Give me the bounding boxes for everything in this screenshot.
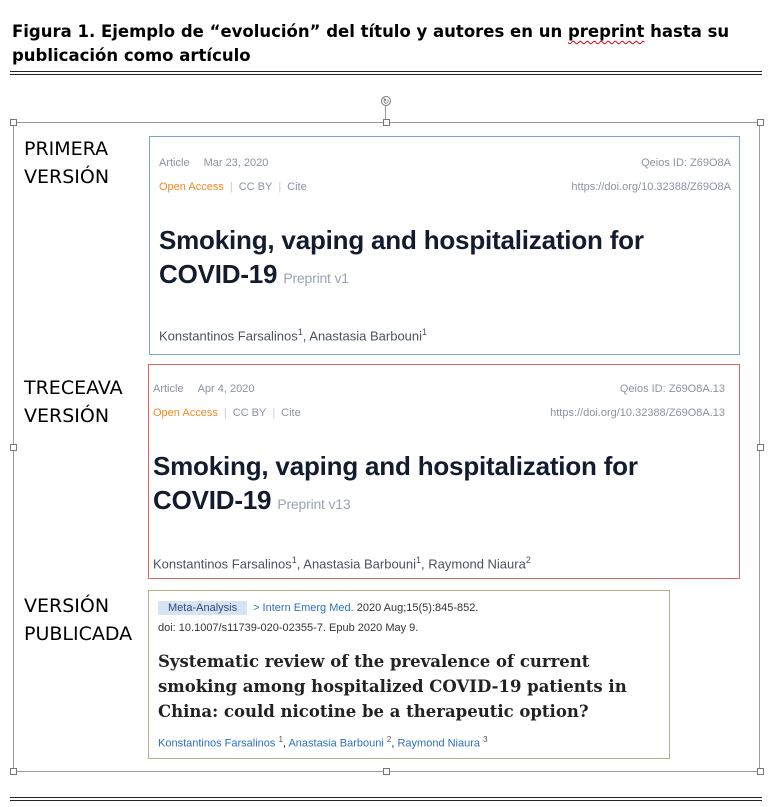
- author-affil: 2: [386, 735, 392, 744]
- published-authors: Konstantinos Farsalinos $^1$, Anastasia Barbouni $^2$, Raymond Niaura $^3$: [158, 735, 488, 750]
- preprint-v13-card: [148, 364, 740, 579]
- label-first-line2: VERSIÓN: [24, 166, 110, 188]
- resize-handle-n[interactable]: [383, 119, 390, 126]
- resize-handle-ne[interactable]: [757, 119, 764, 126]
- v13-doi-link[interactable]: https://doi.org/10.32388/Z69O8A.13: [550, 407, 725, 419]
- label-thirteenth-line1: TRECEAVA: [24, 377, 123, 399]
- published-title-line1: Systematic review of the prevalence of current: [158, 652, 590, 671]
- label-published-line2: PUBLICADA: [24, 623, 133, 645]
- v1-meta-row: [159, 157, 268, 169]
- resize-handle-e[interactable]: [757, 444, 764, 451]
- label-published-line1: VERSIÓN: [24, 595, 110, 617]
- meta-analysis-badge: Meta-Analysis: [158, 601, 247, 615]
- author-name[interactable]: Konstantinos Farsalinos: [153, 556, 292, 572]
- caption-rule-bottom: [10, 74, 762, 75]
- author-name[interactable]: Anastasia Barbouni: [309, 328, 423, 344]
- author-affil: 1: [278, 735, 283, 744]
- published-doi: doi: 10.1007/s11739-020-02355-7. Epub 2020 May 9.: [158, 622, 419, 634]
- v13-access-row: Open Access | CC BY | Cite: [153, 407, 301, 419]
- caption-rule-top: [10, 71, 762, 72]
- label-thirteenth-line2: VERSIÓN: [24, 405, 110, 427]
- v13-date: Apr 4, 2020: [197, 383, 255, 395]
- resize-handle-se[interactable]: [757, 768, 764, 775]
- resize-handle-nw[interactable]: [10, 119, 17, 126]
- author-name[interactable]: Konstantinos Farsalinos: [159, 328, 298, 344]
- citation-text: 2020 Aug;15(5):845-852.: [353, 602, 479, 614]
- v1-type: Article: [159, 157, 190, 169]
- author-name[interactable]: Raymond Niaura: [428, 556, 526, 572]
- v1-title-line1: Smoking, vaping and hospitalization for: [159, 225, 644, 255]
- v13-preprint-version: Preprint v13: [277, 496, 351, 512]
- published-article-card: [148, 590, 670, 759]
- v13-open-access[interactable]: Open Access: [153, 407, 218, 419]
- v1-date: Mar 23, 2020: [203, 157, 269, 169]
- label-thirteenth-version: [24, 374, 123, 430]
- v13-type: Article: [153, 383, 184, 395]
- caption-part2: hasta su publicación como artículo: [12, 22, 730, 65]
- author-affil: 1: [297, 327, 303, 337]
- v13-title: [153, 449, 638, 521]
- v1-preprint-version: Preprint v1: [283, 270, 349, 286]
- journal-link[interactable]: > Intern Emerg Med.: [253, 602, 354, 614]
- author-affil: 2: [525, 555, 531, 565]
- v13-meta-row: [153, 383, 254, 395]
- v1-license[interactable]: CC BY: [238, 181, 273, 193]
- published-title-line2: smoking among hospitalized COVID-19 patients in: [158, 677, 627, 696]
- label-first-line1: PRIMERA: [24, 138, 109, 160]
- resize-handle-sw[interactable]: [10, 768, 17, 775]
- v13-title-line2: COVID-19: [153, 485, 272, 515]
- rotate-handle-stem: [385, 106, 386, 120]
- v1-access-row: Open Access | CC BY | Cite: [159, 181, 307, 193]
- v13-authors: Konstantinos Farsalinos$^1$, Anastasia Barbouni$^1$, Raymond Niaura$^2$: [153, 555, 531, 572]
- published-citation-row: [158, 601, 478, 615]
- label-first-version: [24, 135, 109, 191]
- bottom-rule-2: [10, 800, 762, 801]
- v1-qeios-id: Qeios ID: Z69O8A: [641, 157, 731, 169]
- v1-title: [159, 223, 644, 295]
- v13-cite[interactable]: Cite: [281, 407, 301, 419]
- v1-authors: Konstantinos Farsalinos$^1$, Anastasia Barbouni$^1$: [159, 327, 428, 344]
- bottom-rule-1: [10, 797, 762, 798]
- published-title-line3: China: could nicotine be a therapeutic option?: [158, 702, 589, 721]
- author-link[interactable]: Anastasia Barbouni: [288, 737, 384, 750]
- preprint-v1-card: [149, 136, 740, 355]
- caption-preprint-word: preprint: [567, 22, 645, 41]
- v13-license[interactable]: CC BY: [232, 407, 267, 419]
- v1-title-line2: COVID-19: [159, 259, 278, 289]
- v1-doi-link[interactable]: https://doi.org/10.32388/Z69O8A: [571, 181, 731, 193]
- resize-handle-w[interactable]: [10, 444, 17, 451]
- author-affil: 1: [422, 327, 428, 337]
- author-link[interactable]: Raymond Niaura: [397, 737, 481, 750]
- author-link[interactable]: Konstantinos Farsalinos: [158, 737, 276, 750]
- v13-title-line1: Smoking, vaping and hospitalization for: [153, 451, 638, 481]
- rotate-handle-icon[interactable]: ↻: [382, 97, 390, 106]
- author-name[interactable]: Anastasia Barbouni: [303, 556, 417, 572]
- resize-handle-s[interactable]: [383, 768, 390, 775]
- figure-caption: [12, 20, 752, 68]
- v13-qeios-id: Qeios ID: Z69O8A.13: [619, 383, 725, 395]
- author-affil: 3: [483, 735, 488, 744]
- author-affil: 1: [416, 555, 422, 565]
- label-published-version: [24, 592, 132, 648]
- author-affil: 1: [291, 555, 297, 565]
- v1-open-access[interactable]: Open Access: [159, 181, 224, 193]
- published-title: [158, 649, 658, 724]
- v1-cite[interactable]: Cite: [287, 181, 307, 193]
- caption-part1: Figura 1. Ejemplo de “evolución” del título y autores en un: [12, 22, 568, 41]
